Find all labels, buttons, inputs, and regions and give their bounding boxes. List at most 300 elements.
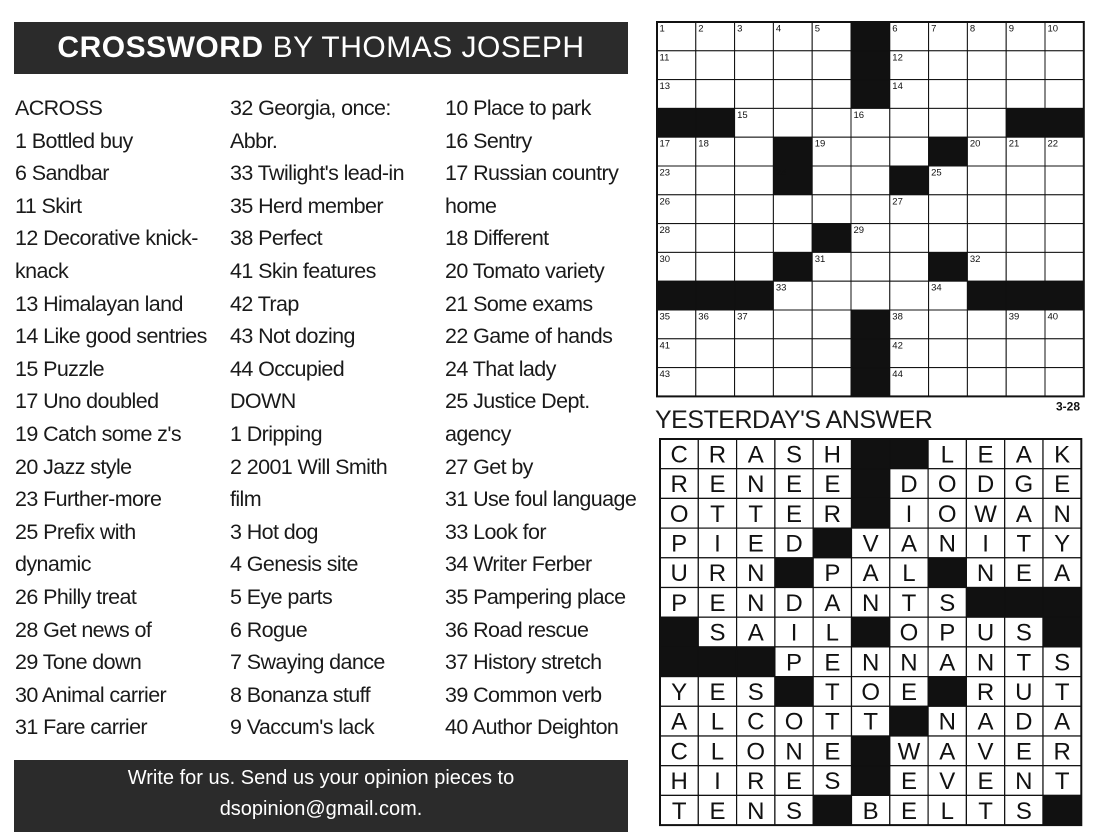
puzzle-black-cell	[735, 281, 774, 310]
answer-letter: D	[785, 530, 803, 558]
puzzle-cell[interactable]	[1045, 195, 1084, 224]
puzzle-cell-number: 25	[931, 167, 942, 179]
puzzle-cell-number: 1	[659, 23, 665, 35]
answer-letter: P	[671, 589, 688, 617]
puzzle-cell[interactable]	[1006, 339, 1045, 368]
puzzle-cell-number: 33	[775, 282, 787, 294]
puzzle-cell[interactable]	[773, 339, 812, 368]
clue-line: 1 Dripping	[230, 421, 322, 446]
answer-letter: L	[940, 441, 954, 469]
puzzle-cell[interactable]	[1006, 166, 1045, 195]
clue-line: 23 Further-more	[15, 487, 162, 512]
puzzle-cell-number: 10	[1047, 23, 1059, 35]
puzzle-cell[interactable]	[812, 195, 851, 224]
clue-line: 44 Occupied	[230, 356, 345, 381]
puzzle-cell[interactable]	[967, 224, 1006, 253]
puzzle-cell-number: 31	[814, 253, 826, 265]
puzzle-cell[interactable]	[890, 281, 929, 310]
answer-letter: A	[900, 530, 917, 558]
answer-letter: O	[899, 619, 919, 647]
puzzle-cell[interactable]	[851, 166, 890, 195]
answer-letter: R	[976, 678, 995, 706]
puzzle-cell[interactable]	[773, 108, 812, 137]
puzzle-cell[interactable]	[967, 166, 1006, 195]
answer-letter: O	[784, 708, 804, 736]
puzzle-cell[interactable]	[890, 108, 929, 137]
answer-letter: A	[1015, 500, 1032, 528]
answer-grid	[660, 439, 1081, 825]
puzzle-cell[interactable]	[1045, 339, 1084, 368]
answer-letter: T	[1016, 649, 1032, 677]
puzzle-cell[interactable]	[812, 166, 851, 195]
clue-line: 20 Jazz style	[15, 454, 132, 479]
puzzle-cell[interactable]	[967, 310, 1006, 339]
clue-line: 39 Common verb	[445, 682, 602, 707]
puzzle-cell[interactable]	[696, 224, 735, 253]
puzzle-cell-number: 22	[1047, 138, 1059, 150]
puzzle-black-cell	[851, 22, 890, 51]
answer-black-cell	[852, 766, 890, 796]
answer-letter: E	[977, 441, 994, 469]
clue-line: 38 Perfect	[230, 226, 322, 251]
puzzle-cell[interactable]	[773, 80, 812, 109]
puzzle-black-cell	[657, 281, 696, 310]
puzzle-cell[interactable]	[1006, 80, 1045, 109]
puzzle-cell[interactable]	[929, 368, 968, 397]
puzzle-cell[interactable]	[696, 51, 735, 80]
clue-line: 41 Skin features	[230, 258, 376, 283]
clue-line: dynamic	[15, 552, 91, 577]
clue-line: 16 Sentry	[445, 128, 532, 153]
puzzle-black-cell	[773, 252, 812, 281]
answer-letter: P	[671, 530, 688, 558]
answer-letter: R	[670, 471, 688, 499]
puzzle-cell-number: 11	[659, 52, 670, 64]
clue-line: knack	[15, 258, 69, 283]
answer-letter: L	[710, 738, 725, 766]
clue-line: 27 Get by	[445, 454, 533, 479]
answer-letter: E	[709, 589, 726, 617]
answer-letter: B	[862, 797, 879, 825]
answer-letter: I	[714, 530, 721, 558]
puzzle-cell[interactable]	[773, 195, 812, 224]
clue-line: 14 Like good sentries	[15, 324, 207, 349]
answer-black-cell	[775, 558, 813, 588]
puzzle-cell[interactable]	[1006, 368, 1045, 397]
answer-letter: I	[905, 500, 913, 528]
clue-line: 25 Prefix with	[15, 519, 136, 544]
answer-letter: E	[824, 738, 841, 766]
clue-line: 24 That lady	[445, 356, 556, 381]
answer-letter: S	[747, 678, 764, 706]
clue-line: 33 Twilight's lead-in	[230, 161, 404, 186]
puzzle-cell[interactable]	[851, 137, 890, 166]
answer-letter: E	[786, 471, 803, 499]
puzzle-cell-number: 36	[698, 311, 709, 323]
answer-letter: I	[982, 530, 989, 558]
puzzle-cell[interactable]	[696, 195, 735, 224]
answer-black-cell	[660, 647, 698, 677]
answer-letter: H	[823, 441, 842, 469]
answer-letter: I	[790, 619, 798, 647]
answer-letter: E	[900, 768, 917, 796]
puzzle-cell[interactable]	[773, 224, 812, 253]
answer-letter: A	[939, 649, 956, 677]
clue-line: 29 Tone down	[15, 650, 142, 675]
answer-black-cell	[660, 617, 698, 647]
puzzle-cell[interactable]	[735, 166, 774, 195]
answer-letter: V	[862, 530, 879, 558]
puzzle-cell[interactable]	[929, 224, 968, 253]
puzzle-cell[interactable]	[1045, 252, 1084, 281]
answer-letter: P	[786, 649, 803, 677]
answer-letter: N	[1053, 500, 1071, 528]
answer-letter: T	[710, 500, 725, 528]
answer-letter: S	[824, 768, 841, 796]
puzzle-cell[interactable]	[929, 339, 968, 368]
answer-letter: D	[1015, 708, 1033, 736]
answer-letter: E	[900, 797, 917, 825]
puzzle-cell-number: 19	[814, 138, 826, 150]
answer-letter: W	[897, 738, 921, 766]
puzzle-cell[interactable]	[696, 368, 735, 397]
clue-line: 15 Puzzle	[15, 356, 105, 381]
puzzle-cell[interactable]	[812, 51, 851, 80]
puzzle-cell-number: 3	[737, 23, 743, 35]
header-title-byline: BY THOMAS JOSEPH	[272, 31, 585, 64]
answer-letter: U	[670, 560, 688, 588]
answer-letter: E	[1054, 471, 1071, 499]
answer-letter: T	[978, 797, 993, 825]
puzzle-cell[interactable]	[929, 108, 968, 137]
answer-letter: D	[785, 589, 803, 617]
puzzle-cell[interactable]	[735, 137, 774, 166]
answer-letter: D	[900, 471, 918, 499]
puzzle-cell-number: 44	[892, 369, 903, 381]
puzzle-black-cell	[1045, 281, 1084, 310]
puzzle-date-code: 3-28	[1055, 399, 1080, 414]
clue-line: 17 Russian country	[445, 161, 619, 186]
answer-letter: N	[747, 471, 765, 499]
answer-letter: T	[1054, 678, 1070, 706]
clue-line: 21 Some exams	[445, 291, 593, 316]
puzzle-black-cell	[696, 108, 735, 137]
answer-letter: N	[861, 589, 880, 617]
answer-letter: O	[861, 678, 880, 706]
answer-letter: S	[1015, 797, 1032, 825]
puzzle-cell-number: 14	[892, 81, 903, 93]
answer-letter: O	[669, 500, 689, 528]
answer-black-cell	[928, 558, 966, 588]
puzzle-cell-number: 30	[659, 253, 671, 265]
answer-letter: A	[939, 738, 956, 766]
clue-line: 13 Himalayan land	[15, 291, 183, 316]
puzzle-cell-number: 40	[1047, 311, 1059, 323]
answer-letter: K	[1054, 441, 1071, 469]
answer-letter: E	[824, 471, 841, 499]
puzzle-cell[interactable]	[851, 195, 890, 224]
puzzle-cell[interactable]	[929, 51, 968, 80]
puzzle-cell[interactable]	[773, 368, 812, 397]
answer-letter: S	[709, 619, 726, 647]
clue-line: 31 Fare carrier	[15, 715, 147, 740]
puzzle-cell-number: 26	[659, 196, 671, 208]
answer-letter: R	[708, 441, 727, 469]
puzzle-cell[interactable]	[773, 51, 812, 80]
puzzle-cell-number: 15	[737, 109, 748, 121]
answer-letter: N	[976, 560, 995, 588]
answer-letter: S	[1015, 619, 1032, 647]
answer-letter: C	[670, 441, 688, 469]
puzzle-cell-number: 39	[1008, 311, 1020, 323]
clue-line: 32 Georgia, once:	[230, 96, 391, 120]
answer-letter: R	[708, 560, 727, 588]
puzzle-cell[interactable]	[967, 108, 1006, 137]
answer-letter: A	[747, 441, 764, 469]
clue-line: 12 Decorative knick-	[15, 226, 198, 251]
answer-letter: E	[747, 530, 764, 558]
answer-black-cell	[928, 677, 966, 707]
answer-letter: T	[901, 589, 917, 617]
answer-letter: A	[671, 708, 688, 736]
answer-letter: N	[976, 649, 995, 677]
clue-line: 9 Vaccum's lack	[230, 715, 375, 740]
puzzle-cell-number: 18	[698, 138, 709, 150]
clue-line: 35 Herd member	[230, 193, 383, 218]
puzzle-black-cell	[851, 310, 890, 339]
answer-letter: E	[709, 797, 726, 825]
answer-letter: R	[1053, 738, 1071, 766]
answer-letter: A	[824, 589, 841, 617]
puzzle-cell[interactable]	[929, 195, 968, 224]
clue-line: 34 Writer Ferber	[445, 552, 592, 577]
puzzle-black-cell	[657, 108, 696, 137]
puzzle-cell-number: 28	[659, 225, 671, 237]
clue-line: 3 Hot dog	[230, 519, 318, 544]
puzzle-black-cell	[1006, 281, 1045, 310]
puzzle-cell[interactable]	[735, 195, 774, 224]
answer-letter: C	[670, 738, 688, 766]
answer-letter: E	[709, 678, 726, 706]
puzzle-cell[interactable]	[890, 252, 929, 281]
answer-letter: P	[939, 619, 956, 647]
puzzle-cell[interactable]	[735, 224, 774, 253]
answer-letter: T	[1054, 768, 1070, 796]
clue-line: 31 Use foul language	[445, 487, 637, 512]
puzzle-cell-number: 35	[659, 311, 671, 323]
answer-black-cell	[698, 647, 736, 677]
answer-title: YESTERDAY'S ANSWER	[655, 406, 933, 434]
puzzle-black-cell	[851, 80, 890, 109]
answer-black-cell	[852, 439, 890, 469]
puzzle-cell-number: 5	[814, 23, 820, 35]
puzzle-black-cell	[890, 166, 929, 195]
answer-letter: L	[710, 708, 725, 736]
puzzle-cell-number: 38	[892, 311, 903, 323]
puzzle-cell[interactable]	[812, 108, 851, 137]
puzzle-cell-number: 6	[892, 23, 898, 35]
clue-line: DOWN	[230, 389, 296, 414]
answer-letter: N	[1015, 768, 1033, 796]
answer-letter: Y	[1054, 530, 1071, 558]
answer-letter: N	[938, 708, 956, 736]
answer-black-cell	[890, 706, 928, 736]
clue-line: 8 Bonanza stuff	[230, 682, 371, 707]
answer-letter: L	[825, 619, 840, 647]
puzzle-cell[interactable]	[1045, 368, 1084, 397]
answer-letter: H	[670, 768, 688, 796]
puzzle-black-cell	[1006, 108, 1045, 137]
puzzle-black-cell	[929, 137, 968, 166]
answer-letter: R	[747, 768, 765, 796]
puzzle-cell[interactable]	[851, 252, 890, 281]
puzzle-cell[interactable]	[735, 368, 774, 397]
answer-letter: I	[714, 768, 721, 796]
answer-letter: T	[671, 797, 687, 825]
answer-letter: T	[863, 708, 878, 736]
answer-letter: S	[1054, 649, 1071, 677]
answer-letter: E	[900, 678, 917, 706]
puzzle-cell[interactable]	[890, 137, 929, 166]
puzzle-cell[interactable]	[929, 310, 968, 339]
answer-black-cell	[852, 498, 890, 528]
clue-line: 40 Author Deighton	[445, 715, 619, 740]
puzzle-cell[interactable]	[735, 51, 774, 80]
clue-line: 28 Get news of	[15, 617, 152, 642]
puzzle-cell[interactable]	[1006, 224, 1045, 253]
puzzle-black-cell	[773, 137, 812, 166]
answer-letter: A	[1015, 441, 1032, 469]
puzzle-cell[interactable]	[812, 339, 851, 368]
answer-letter: A	[862, 560, 879, 588]
answer-letter: E	[1015, 738, 1032, 766]
puzzle-black-cell	[929, 252, 968, 281]
answer-letter: T	[1016, 530, 1032, 558]
clue-line: 7 Swaying dance	[230, 650, 385, 675]
answer-letter: N	[861, 649, 880, 677]
puzzle-black-cell	[696, 281, 735, 310]
puzzle-cell[interactable]	[735, 252, 774, 281]
clue-line: 5 Eye parts	[230, 584, 333, 609]
answer-letter: A	[1054, 708, 1071, 736]
clue-line: 6 Rogue	[230, 617, 308, 642]
puzzle-cell[interactable]	[967, 80, 1006, 109]
puzzle-grid	[657, 22, 1084, 413]
clue-line: ACROSS	[15, 96, 103, 120]
answer-letter: V	[939, 768, 956, 796]
puzzle-cell[interactable]	[1045, 224, 1084, 253]
puzzle-cell[interactable]	[967, 195, 1006, 224]
clue-line: Abbr.	[230, 128, 278, 153]
answer-letter: C	[747, 708, 765, 736]
answer-letter: A	[747, 619, 764, 647]
puzzle-black-cell	[967, 281, 1006, 310]
header-title-bold: CROSSWORD	[57, 31, 264, 64]
answer-black-cell	[1043, 795, 1081, 825]
clue-line: 22 Game of hands	[445, 324, 613, 349]
clue-line: 10 Place to park	[445, 96, 591, 120]
answer-black-cell	[1043, 588, 1081, 618]
puzzle-cell[interactable]	[773, 310, 812, 339]
puzzle-cell-number: 8	[969, 23, 976, 35]
clue-line: 19 Catch some z's	[15, 421, 181, 446]
puzzle-black-cell	[851, 368, 890, 397]
clue-line: 18 Different	[445, 226, 549, 251]
puzzle-cell[interactable]	[967, 339, 1006, 368]
answer-letter: Y	[671, 678, 688, 706]
clue-line: 43 Not dozing	[230, 324, 355, 349]
puzzle-cell-number: 16	[853, 109, 865, 121]
puzzle-cell[interactable]	[967, 51, 1006, 80]
clue-line: 17 Uno doubled	[15, 389, 159, 414]
puzzle-cell[interactable]	[1045, 166, 1084, 195]
answer-black-cell	[813, 795, 851, 825]
answer-black-cell	[852, 469, 890, 499]
answer-letter: D	[976, 471, 995, 499]
puzzle-cell[interactable]	[967, 368, 1006, 397]
clue-line: 26 Philly treat	[15, 584, 137, 609]
answer-black-cell	[852, 736, 890, 766]
clue-line: 6 Sandbar	[15, 161, 109, 186]
clue-line: 36 Road rescue	[445, 617, 589, 642]
puzzle-cell[interactable]	[929, 80, 968, 109]
puzzle-cell[interactable]	[812, 80, 851, 109]
answer-black-cell	[890, 439, 928, 469]
puzzle-cell[interactable]	[851, 281, 890, 310]
clue-line: 2 2001 Will Smith	[230, 454, 388, 479]
answer-letter: O	[746, 738, 766, 766]
puzzle-cell[interactable]	[812, 368, 851, 397]
puzzle-cell-number: 7	[931, 23, 937, 35]
answer-letter: T	[825, 678, 840, 706]
puzzle-cell[interactable]	[812, 281, 851, 310]
answer-letter: E	[977, 768, 994, 796]
puzzle-cell[interactable]	[696, 80, 735, 109]
answer-letter: W	[974, 500, 997, 528]
puzzle-cell-number: 41	[659, 340, 671, 352]
puzzle-cell[interactable]	[696, 339, 735, 368]
puzzle-cell[interactable]	[696, 166, 735, 195]
puzzle-black-cell	[851, 339, 890, 368]
puzzle-cell[interactable]	[696, 252, 735, 281]
puzzle-cell[interactable]	[890, 224, 929, 253]
puzzle-cell[interactable]	[1045, 80, 1084, 109]
answer-letter: L	[902, 560, 916, 588]
answer-black-cell	[737, 647, 775, 677]
puzzle-cell-number: 43	[659, 369, 671, 381]
clue-line: 30 Animal carrier	[15, 682, 167, 707]
puzzle-cell-number: 37	[737, 311, 748, 323]
puzzle-cell[interactable]	[1006, 51, 1045, 80]
puzzle-cell[interactable]	[735, 339, 774, 368]
puzzle-cell[interactable]	[1006, 252, 1045, 281]
puzzle-cell-number: 24	[775, 167, 787, 179]
answer-letter: E	[1015, 560, 1032, 588]
puzzle-cell-number: 23	[659, 167, 671, 179]
answer-letter: U	[976, 619, 995, 647]
puzzle-cell[interactable]	[1006, 195, 1045, 224]
answer-letter: T	[748, 500, 764, 528]
puzzle-cell[interactable]	[735, 80, 774, 109]
answer-letter: N	[938, 530, 956, 558]
footer-email[interactable]: dsopinion@gmail.com.	[219, 798, 423, 820]
puzzle-cell[interactable]	[812, 310, 851, 339]
puzzle-cell[interactable]	[1045, 51, 1084, 80]
clue-line: 33 Look for	[445, 519, 546, 544]
answer-black-cell	[1043, 617, 1081, 647]
answer-letter: S	[939, 589, 956, 617]
answer-letter: N	[900, 649, 918, 677]
